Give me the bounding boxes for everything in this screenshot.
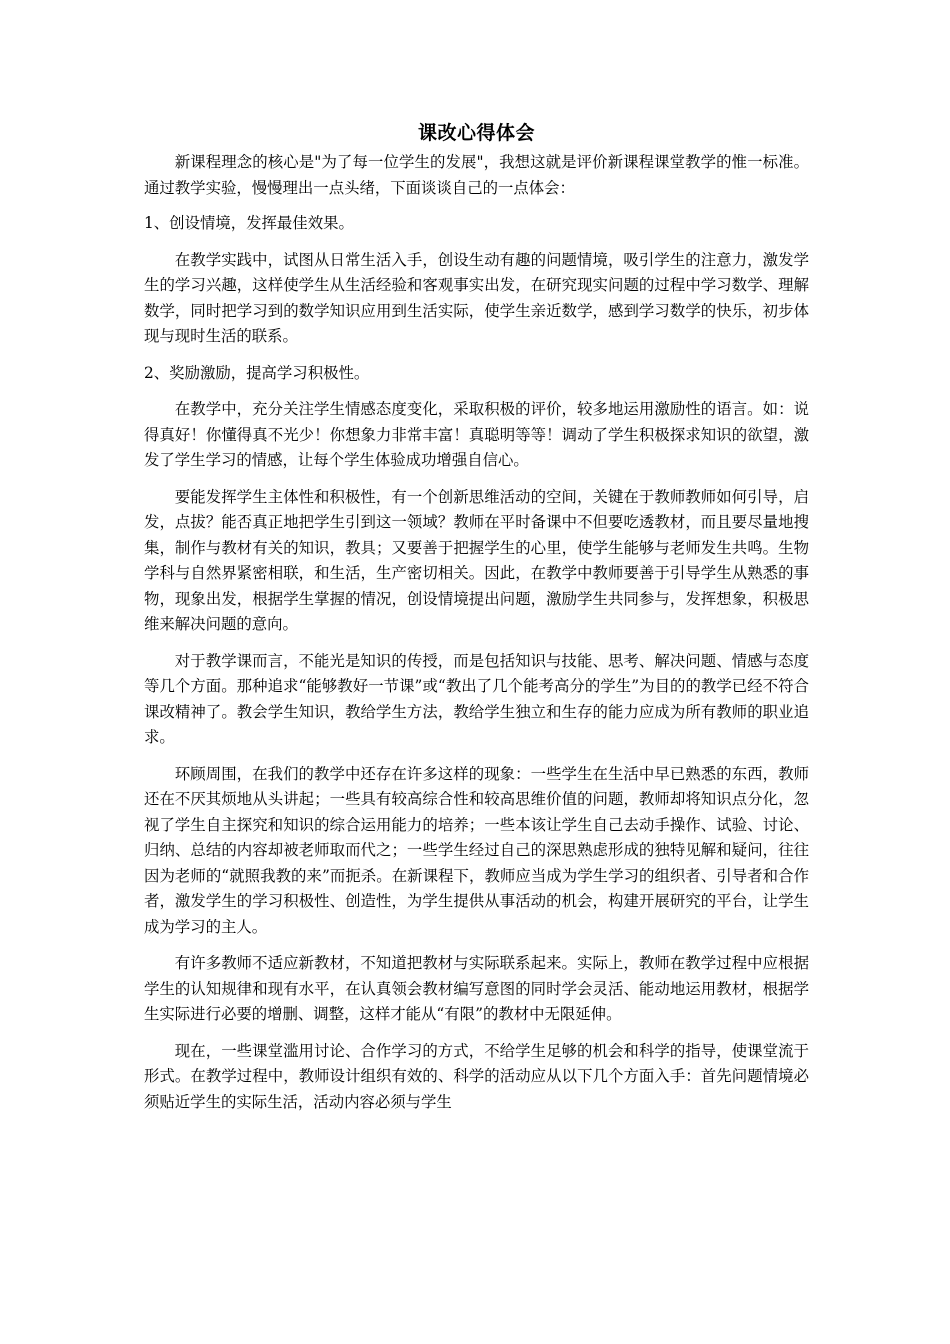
paragraph-student-initiative: 要能发挥学生主体性和积极性，有一个创新思维活动的空间，关键在于教师教师如何引导，启发，点拔？能否真正地把学生引到这一领域？教师在平时备课中不但要吃透教材，而且要尽量地搜集，制作与教材有关的知识，教具；又要善于把握学生的心里，使学生能够与老师发生共鸣。生物学科与自然界紧密相联，和生活，生产密切相关。因此，在教学中教师要善于引导学生从熟悉的事物，现象出发，根据学生掌握的情况，创设情境提出问题，激励学生共同参与，发挥想象，积极思维来解决问题的意向。 <box>144 487 809 633</box>
document-page <box>144 118 809 1126</box>
paragraph-teaching-goals: 对于教学课而言，不能光是知识的传授，而是包括知识与技能、思考、解决问题、情感与态度等几个方面。那种追求“能够教好一节课”或“教出了几个能考高分的学生”为目的的教学已经不符合课改精神了。教会学生知识，教给学生方法，教给学生独立和生存的能力应成为所有教师的职业追求。 <box>144 651 809 746</box>
paragraph-section-2: 在教学中，充分关注学生情感态度变化，采取积极的评价，较多地运用激励性的语言。如：说得真好！你懂得真不光少！你想象力非常丰富！真聪明等等！调动了学生积极探求知识的欲望，激发了学生学习的情感，让每个学生体验成功增强自信心。 <box>144 400 809 469</box>
paragraph-classroom-activities: 现在，一些课堂滥用讨论、合作学习的方式，不给学生足够的机会和科学的指导，使课堂流于形式。在教学过程中，教师设计组织有效的、科学的活动应从以下几个方面入手：首先问题情境必须贴近学生的实际生活，活动内容必须与学生 <box>144 1041 809 1111</box>
section-heading-2: 2、奖励激励，提高学习积极性。 <box>144 363 370 382</box>
paragraph-current-problems: 环顾周围，在我们的教学中还存在许多这样的现象：一些学生在生活中早已熟悉的东西，教师还在不厌其烦地从头讲起；一些具有较高综合性和较高思维价值的问题，教师却将知识点分化，忽视了学生自主探究和知识的综合运用能力的培养；一些本该让学生自己去动手操作、试验、讨论、归纳、总结的内容却被老师取而代之；一些学生经过自己的深思熟虑形成的独特见解和疑问，往往因为老师的“就照我教的来”而扼杀。在新课程下，教师应当成为学生学习的组织者、引导者和合作者，激发学生的学习积极性、创造性，为学生提供从事活动的机会，构建开展研究的平台，让学生成为学习的主人。 <box>144 764 809 936</box>
paragraph-textbook-use: 有许多教师不适应新教材，不知道把教材与实际联系起来。实际上，教师在教学过程中应根据学生的认知规律和现有水平，在认真领会教材编写意图的同时学会灵活、能动地运用教材，根据学生实际进行必要的增删、调整，这样才能从“有限”的教材中无限延伸。 <box>144 954 809 1023</box>
document-title: 课改心得体会 <box>417 122 535 144</box>
paragraph-intro: 新课程理念的核心是"为了每一位学生的发展"，我想这就是评价新课程课堂教学的惟一标准。通过教学实验，慢慢理出一点头绪，下面谈谈自己的一点体会： <box>144 153 809 197</box>
paragraph-section-1: 在教学实践中，试图从日常生活入手，创设生动有趣的问题情境，吸引学生的注意力，激发学生的学习兴趣，这样使学生从生活经验和客观事实出发，在研究现实问题的过程中学习数学、理解数学，同时把学习到的数学知识应用到生活实际，使学生亲近数学，感到学习数学的快乐，初步体现与现时生活的联系。 <box>144 250 809 345</box>
section-heading-1: 1、创设情境，发挥最佳效果。 <box>144 214 354 232</box>
